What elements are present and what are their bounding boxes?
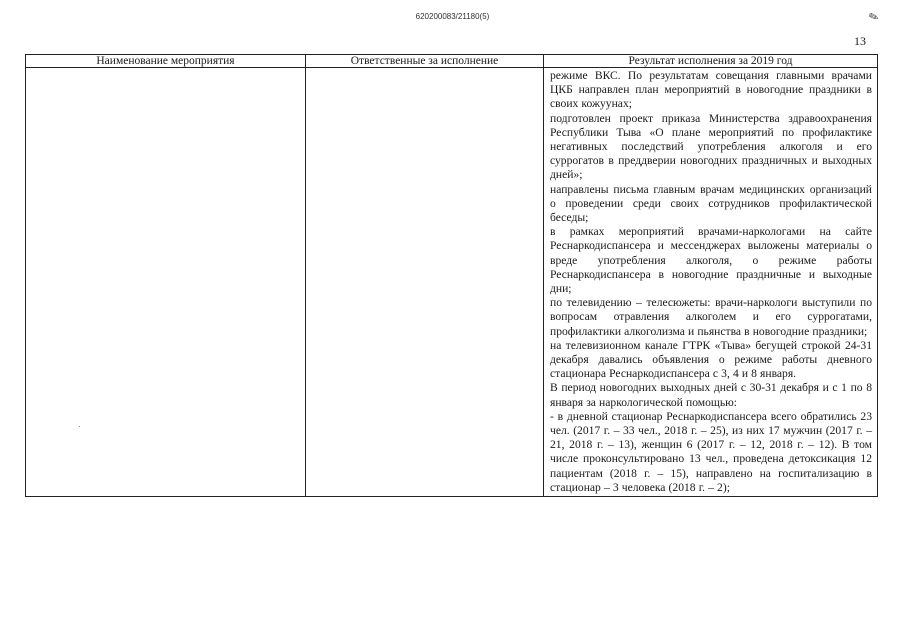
result-paragraph: - в дневной стационар Реснаркодиспансера всего обратились 23 чел. (2017 г. – 33 чел., 2018 г. – 25), из них 17 мужчин (2017 г. – 21, 2018 г. – 13), женщин 6 (2017 г. – 12, 2018 г. – 12). В том числе проконсультировано 13 чел., проведена детоксикация 12 пациентам (2018 г. – 15), направлено на госпитализацию в стационар – 3 человека (2018 г. – 2); xyxy=(550,409,872,494)
handwritten-mark: ✎ xyxy=(866,8,881,26)
report-table xyxy=(25,54,878,497)
result-paragraph: В период новогодних выходных дней с 30-31 декабря и с 1 по 8 января за наркологической помощью: xyxy=(550,381,872,409)
result-paragraph: режиме ВКС. По результатам совещания главными врачами ЦКБ направлен план мероприятий в новогодние праздники в своих кожуунах; xyxy=(550,69,872,111)
result-cell xyxy=(544,68,878,497)
column-header-responsible: Ответственные за исполнение xyxy=(306,55,544,68)
result-paragraph: подготовлен проект приказа Министерства здравоохранения Республики Тыва «О плане мероприятий по профилактике негативных последствий употребления алкоголя и его суррогатов в преддверии новогодних праздничных и выходных дней»; xyxy=(550,111,872,182)
document-code: 620200083/21180(5) xyxy=(415,12,490,21)
result-paragraph: направлены письма главным врачам медицинских организаций о проведении среди своих сотрудников профилактической беседы; xyxy=(550,182,872,225)
event-name-cell xyxy=(26,68,306,497)
column-header-event-name: Наименование мероприятия xyxy=(26,55,306,68)
table-row xyxy=(26,68,878,497)
result-paragraph: по телевидению – телесюжеты: врачи-наркологи выступили по вопросам отравления алкоголем и его суррогатами, профилактики алкоголизма и пьянства в новогодние праздники; xyxy=(550,296,872,338)
page-number: 13 xyxy=(854,34,866,48)
table-header-row xyxy=(26,55,878,68)
scan-speck xyxy=(79,426,80,427)
result-paragraph: в рамках мероприятий врачами-наркологами на сайте Реснаркодиспансера и мессенджерах выложены материалы о вреде употребления алкоголя, о режиме работы Реснаркодиспансера в новогодние праздничные и выходные дни; xyxy=(550,225,872,296)
responsible-cell xyxy=(306,68,544,497)
result-paragraph: на телевизионном канале ГТРК «Тыва» бегущей строкой 24-31 декабря давались объявления о режиме работы дневного стационара Реснаркодиспансера с 3, 4 и 8 января. xyxy=(550,338,872,381)
column-header-result: Результат исполнения за 2019 год xyxy=(544,55,878,68)
